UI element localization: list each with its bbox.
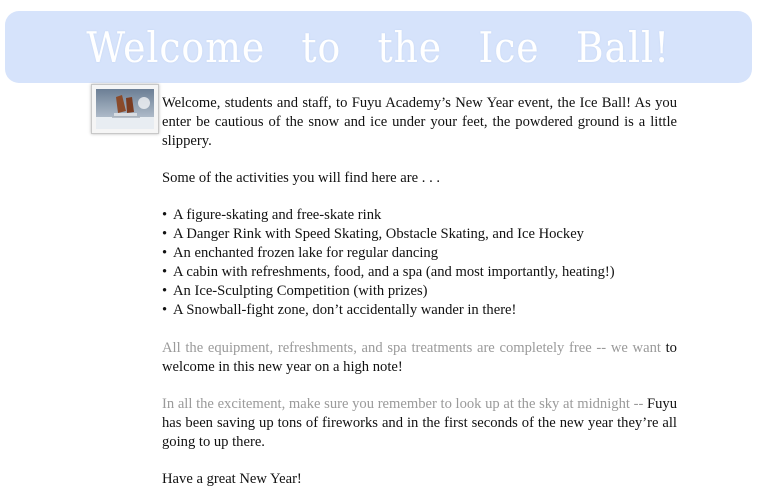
- fireworks-line-1: In all the excitement, make sure you remember to look up at the sky at midnight --: [162, 396, 644, 412]
- event-photo: [91, 84, 159, 134]
- closing-line: Have a great New Year!: [162, 471, 302, 487]
- intro-paragraph: Welcome, students and staff, to Fuyu Academy’s New Year event, the Ice Ball! As you enter be cautious of the snow and ice under your feet, the powdered ground is a little slippery.: [162, 95, 677, 149]
- list-item: • A figure-skating and free-skate rink: [162, 206, 677, 225]
- event-description: [162, 94, 677, 489]
- free-note-paragraph: [162, 339, 677, 377]
- free-note-line-2: to welcome in this new year on a high note!: [162, 340, 677, 375]
- list-item: • A Danger Rink with Speed Skating, Obstacle Skating, and Ice Hockey: [162, 225, 677, 244]
- welcome-banner: [5, 11, 752, 83]
- page-title: Welcome to the Ice Ball!: [86, 22, 671, 72]
- free-note-line-1: All the equipment, refreshments, and spa treatments are completely free -- we want: [162, 340, 661, 356]
- activities-list: [162, 206, 677, 320]
- fireworks-rest: Fuyu has been saving up tons of fireworks and in the first seconds of the new year they’re all going to up there.: [162, 396, 677, 450]
- list-item: • A Snowball-fight zone, don’t accidentally wander in there!: [162, 301, 677, 320]
- list-item: • An Ice-Sculpting Competition (with prizes): [162, 282, 677, 301]
- fireworks-paragraph: [162, 395, 677, 452]
- list-item: • An enchanted frozen lake for regular dancing: [162, 244, 677, 263]
- activities-lead: Some of the activities you will find here are . . .: [162, 170, 441, 186]
- ice-skates-photo-icon: [96, 89, 154, 129]
- list-item: • A cabin with refreshments, food, and a spa (and most importantly, heating!): [162, 263, 677, 282]
